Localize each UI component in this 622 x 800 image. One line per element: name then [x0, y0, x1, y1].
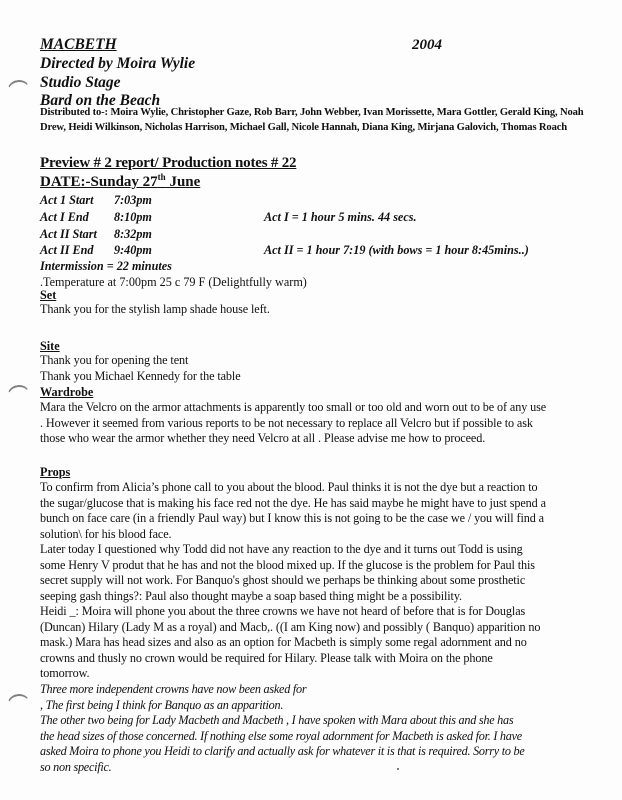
text-line: bunch on face care (in a friendly Paul way) but I know this is not going to be the case we / you will find a — [40, 511, 544, 525]
report-title: Preview # 2 report/ Production notes # 22 — [40, 155, 297, 171]
timing-time: 7:03pm — [114, 193, 152, 207]
year: 2004 — [412, 37, 442, 53]
text-line: so non specific. — [40, 759, 112, 774]
section-heading-wardrobe: Wardrobe — [40, 385, 94, 399]
section-body-wardrobe — [40, 400, 600, 447]
timing-label: Act 1 Start — [40, 193, 94, 207]
distribution-list — [40, 105, 600, 135]
text-line: Thank you for opening the tent — [40, 353, 189, 367]
venue: Studio Stage — [40, 74, 121, 91]
text-line: the head sizes of those concerned. If nothing else some royal adornment for Macbeth is asked for. I have — [40, 728, 522, 743]
text-line: . However it seemed from various reports to be not necessary to replace all Velcro but if possible to ask — [40, 415, 533, 430]
distribution-names: Moira Wylie, Christopher Gaze, Rob Barr, John Webber, Ivan Morissette, Mara Gottler, Gerald King, Noah Drew, Heidi Wilkinson, Nicholas Harrison, Michael Gall, Nicole Hannah, Diana King, Mirjana Galovich, Thomas Roach — [40, 107, 584, 133]
text-line: those who wear the armor whether they need Velcro at all . Please advise me how to proceed. — [40, 431, 486, 445]
section-heading-props: Props — [40, 465, 71, 479]
text-line: mask.) Mara has head sizes and also as an option for Macbeth is simply some regal adornment and no — [40, 635, 527, 649]
section-body-props-italic — [40, 682, 600, 775]
hole-punch-mark — [5, 692, 32, 719]
hole-punch-mark — [5, 383, 32, 410]
text-line: Thank you for the stylish lamp shade house left. — [40, 302, 270, 316]
text-line: The other two being for Lady Macbeth and Macbeth , I have spoken with Mara about this and she has — [40, 713, 514, 727]
director: Directed by Moira Wylie — [40, 55, 196, 72]
text-line: Thank you Michael Kennedy for the table — [40, 368, 241, 383]
timing-time: 8:10pm — [114, 210, 152, 224]
section-body-props — [40, 480, 600, 682]
text-line: some Henry V produt that he has and not the blood mixed up. If the glucose is the problem for Paul this — [40, 557, 535, 572]
text-line: Heidi _: Moira will phone you about the three crowns we have not heard of before that is for Douglas — [40, 604, 526, 618]
text-line: To confirm from Alicia’s phone call to you about the blood. Paul thinks it is not the dye but a reaction to — [40, 480, 538, 494]
text-line: tomorrow. — [40, 666, 90, 680]
festival: Bard on the Beach — [40, 92, 161, 109]
play-title: MACBETH — [40, 36, 117, 53]
section-heading-set: Set — [40, 288, 57, 302]
timing-duration: Act I = 1 hour 5 mins. 44 secs. — [264, 210, 417, 224]
hole-punch-mark — [5, 78, 32, 105]
text-line: seeping gash things?: Paul also thought maybe a soap based thing might be a possibility. — [40, 588, 462, 603]
report-date — [40, 172, 200, 191]
text-line: the sugar/glucose that is making his face red not the dye. He has said maybe he might have to just spend a — [40, 495, 546, 510]
text-line: (Duncan) Hilary (Lady M as a royal) and Macb,. ((I am King now) and possibly ( Banquo) apparition no — [40, 619, 541, 634]
timing-label: Act II End — [40, 243, 94, 257]
timing-label: Act I End — [40, 210, 89, 224]
timing-label: Act II Start — [40, 227, 97, 241]
report-date-day: DATE:-Sunday 27 — [40, 174, 158, 190]
timing-time: 8:32pm — [114, 227, 152, 241]
timing-time: 9:40pm — [114, 243, 152, 257]
section-body-set — [40, 302, 600, 318]
report-date-month: June — [165, 174, 201, 190]
text-line: , The first being I think for Banquo as an apparition. — [40, 697, 284, 712]
temperature-note: .Temperature at 7:00pm 25 c 79 F (Delightfully warm) — [40, 275, 307, 289]
text-line: solution\ for his blood face. — [40, 526, 172, 541]
text-line: crowns and thusly no crown would be required for Hilary. Please talk with Moira on the phone — [40, 650, 493, 665]
section-body-site — [40, 353, 600, 384]
text-line: Mara the Velcro on the armor attachments is apparently too small or too old and worn out to be of any use — [40, 400, 547, 414]
section-heading-site: Site — [40, 339, 60, 353]
report-date-ordinal: th — [157, 172, 166, 182]
intermission: Intermission = 22 minutes — [40, 259, 172, 273]
text-line: Later today I questioned why Todd did not have any reaction to the dye and it turns out Todd is using — [40, 542, 523, 556]
text-line: secret supply will not work. For Banquo's ghost should we perhaps be thinking about some prosthetic — [40, 573, 526, 587]
text-line: Three more independent crowns have now been asked for — [40, 682, 307, 696]
text-line: asked Moira to phone you Heidi to clarify and actually ask for whatever it is that is required. Sorry to be — [40, 744, 525, 758]
timing-duration: Act II = 1 hour 7:19 (with bows = 1 hour 8:45mins..) — [264, 243, 529, 257]
distribution-label: Distributed to-: — [40, 107, 108, 118]
